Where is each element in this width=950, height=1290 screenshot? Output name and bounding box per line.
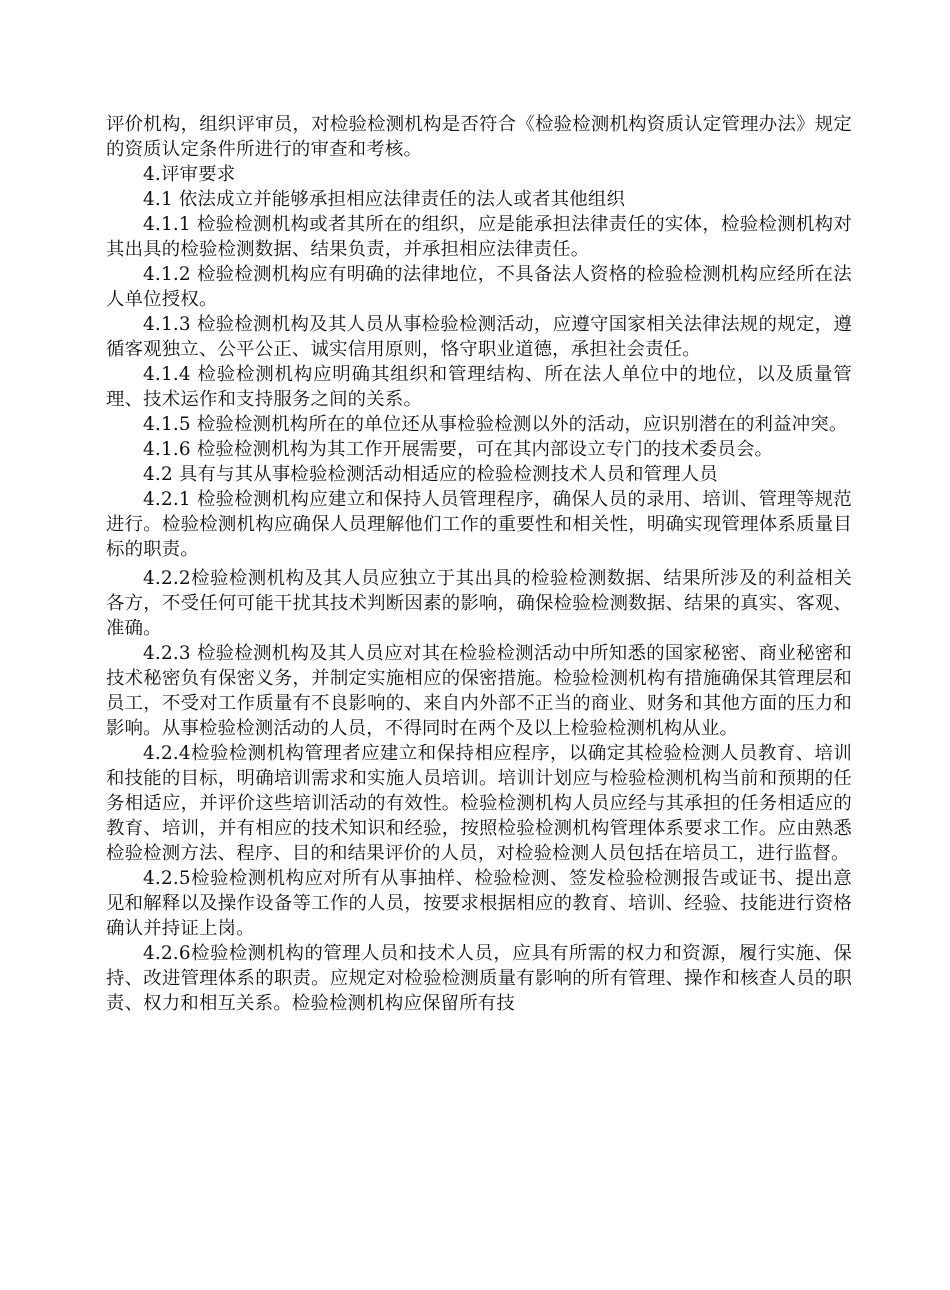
clause-4-2-4: 4.2.4检验检测机构管理者应建立和保持相应程序，以确定其检验检测人员教育、培训和技能的目标，明确培训需求和实施人员培训。培训计划应与检验检测机构当前和预期的任务相适应，并评价这些培训活动的有效性。检验检测机构人员应经与其承担的任务相适应的教育、培训，并有相应的技术知识和经验，按照检验检测机构管理体系要求工作。应由熟悉检验检测方法、程序、目的和结果评价的人员，对检验检测人员包括在培员工，进行监督。: [106, 743, 852, 864]
clause-4-2-2: 4.2.2检验检测机构及其人员应独立于其出具的检验检测数据、结果所涉及的利益相关各方，不受任何可能干扰其技术判断因素的影响，确保检验检测数据、结果的真实、客观、准确。: [106, 568, 852, 639]
clause-4-1-6: 4.1.6 检验检测机构为其工作开展需要，可在其内部设立专门的技术委员会。: [143, 439, 774, 460]
clause-4-1-2: 4.1.2 检验检测机构应有明确的法律地位，不具备法人资格的检验检测机构应经所在法人单位授权。: [106, 264, 852, 310]
heading-4-2: 4.2 具有与其从事检验检测活动相适应的检验检测技术人员和管理人员: [143, 464, 719, 485]
paragraph-continuation: 评价机构，组织评审员，对检验检测机构是否符合《检验检测机构资质认定管理办法》规定的资质认定条件所进行的审查和考核。: [106, 114, 852, 160]
clause-4-1-1: 4.1.1 检验检测机构或者其所在的组织，应是能承担法律责任的实体，检验检测机构对其出具的检验检测数据、结果负责，并承担相应法律责任。: [106, 214, 852, 260]
clause-4-2-6: 4.2.6检验检测机构的管理人员和技术人员，应具有所需的权力和资源，履行实施、保持、改进管理体系的职责。应规定对检验检测质量有影响的所有管理、操作和核查人员的职责、权力和相互关系。检验检测机构应保留所有技: [106, 943, 852, 1014]
clause-4-1-5: 4.1.5 检验检测机构所在的单位还从事检验检测以外的活动，应识别潜在的利益冲突。: [143, 414, 848, 435]
heading-4-1: 4.1 依法成立并能够承担相应法律责任的法人或者其他组织: [143, 189, 626, 210]
document-page: [106, 112, 852, 1016]
clause-4-1-3: 4.1.3 检验检测机构及其人员从事检验检测活动，应遵守国家相关法律法规的规定，遵循客观独立、公平公正、诚实信用原则，恪守职业道德，承担社会责任。: [106, 314, 852, 360]
clause-4-2-1: 4.2.1 检验检测机构应建立和保持人员管理程序，确保人员的录用、培训、管理等规范进行。检验检测机构应确保人员理解他们工作的重要性和相关性，明确实现管理体系质量目标的职责。: [106, 489, 852, 560]
clause-4-1-4: 4.1.4 检验检测机构应明确其组织和管理结构、所在法人单位中的地位，以及质量管理、技术运作和支持服务之间的关系。: [106, 364, 852, 410]
clause-4-2-3: 4.2.3 检验检测机构及其人员应对其在检验检测活动中所知悉的国家秘密、商业秘密和技术秘密负有保密义务，并制定实施相应的保密措施。检验检测机构有措施确保其管理层和员工，不受对工作质量有不良影响的、来自内外部不正当的商业、财务和其他方面的压力和影响。从事检验检测活动的人员，不得同时在两个及以上检验检测机构从业。: [106, 643, 852, 739]
heading-review-requirements: 4.评审要求: [143, 164, 236, 185]
clause-4-2-5: 4.2.5检验检测机构应对所有从事抽样、检验检测、签发检验检测报告或证书、提出意见和解释以及操作设备等工作的人员，按要求根据相应的教育、培训、经验、技能进行资格确认并持证上岗。: [106, 868, 852, 939]
